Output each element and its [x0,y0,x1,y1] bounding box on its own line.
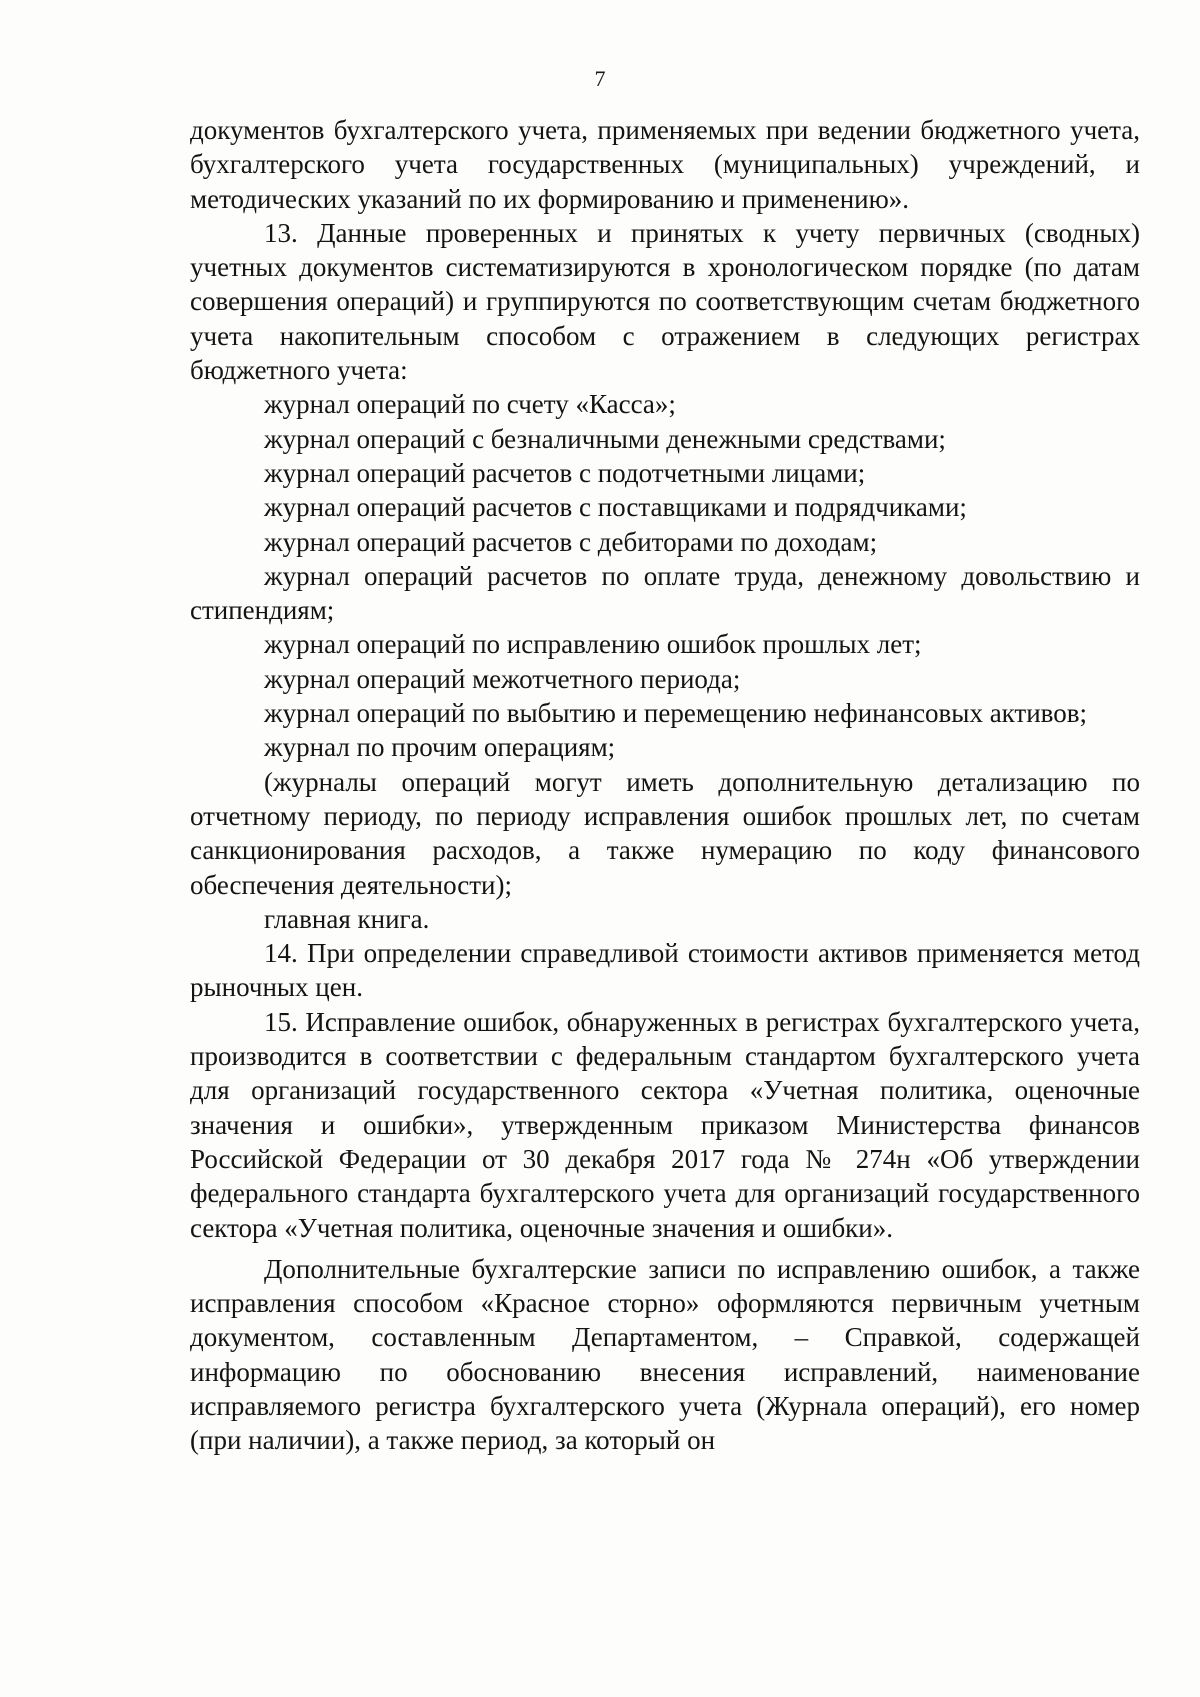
list-item-journal-payroll: журнал операций расчетов по оплате труда, денежному довольствию и стипендиям; [190,560,1140,626]
list-item-journal-cashless: журнал операций с безналичными денежными средствами; [264,423,946,454]
list-item-journal-interperiod: журнал операций межотчетного периода; [264,663,741,694]
list-item-journals-note: (журналы операций могут иметь дополнительную детализацию по отчетному периоду, по периоду исправления ошибок прошлых лет, по счетам санкционирования расходов, а также нумерацию по коду финансового обеспечения деятельности); [190,766,1140,900]
document-body [190,113,1140,1458]
paragraph-continuation: документов бухгалтерского учета, применяемых при ведении бюджетного учета, бухгалтерского учета государственных (муниципальных) учреждений, и методических указаний по их формированию и применению». [190,115,1140,214]
list-item-journal-debtors: журнал операций расчетов с дебиторами по доходам; [264,526,878,557]
page-number: 7 [594,66,606,91]
list-item-general-ledger: главная книга. [264,903,430,934]
list-item-journal-cash: журнал операций по счету «Касса»; [264,389,676,420]
paragraph-item-13: 13. Данные проверенных и принятых к учету первичных (сводных) учетных документов систематизируются в хронологическом порядке (по датам совершения операций) и группируются по соответствующим счетам бюджетного учета накопительным способом с отражением в следующих регистрах бюджетного учета: [190,217,1140,386]
list-item-journal-assets: журнал операций по выбытию и перемещению нефинансовых активов; [264,698,1087,729]
list-item-journal-suppliers: журнал операций расчетов с поставщиками и подрядчиками; [264,492,967,523]
paragraph-item-15: 15. Исправление ошибок, обнаруженных в регистрах бухгалтерского учета, производится в соответствии с федеральным стандартом бухгалтерского учета для организаций государственного сектора «Учетная политика, оценочные значения и ошибки», утвержденным приказом Министерства финансов Российской Федерации от 30 декабря 2017 года № 274н «Об утверждении федерального стандарта бухгалтерского учета для организаций государственного сектора «Учетная политика, оценочные значения и ошибки». [190,1006,1140,1243]
list-item-journal-accountable: журнал операций расчетов с подотчетными лицами; [264,457,866,488]
list-item-journal-corrections: журнал операций по исправлению ошибок прошлых лет; [264,629,922,660]
paragraph-additional-entries: Дополнительные бухгалтерские записи по исправлению ошибок, а также исправления способом «Красное сторно» оформляются первичным учетным документом, составленным Департаментом, – Справкой, содержащей информацию по обоснованию внесения исправлений, наименование исправляемого регистра бухгалтерского учета (Журнала операций), его номер (при наличии), а также период, за который он [190,1253,1140,1456]
list-item-journal-other: журнал по прочим операциям; [264,732,616,763]
paragraph-item-14: 14. При определении справедливой стоимости активов применяется метод рыночных цен. [190,938,1140,1003]
